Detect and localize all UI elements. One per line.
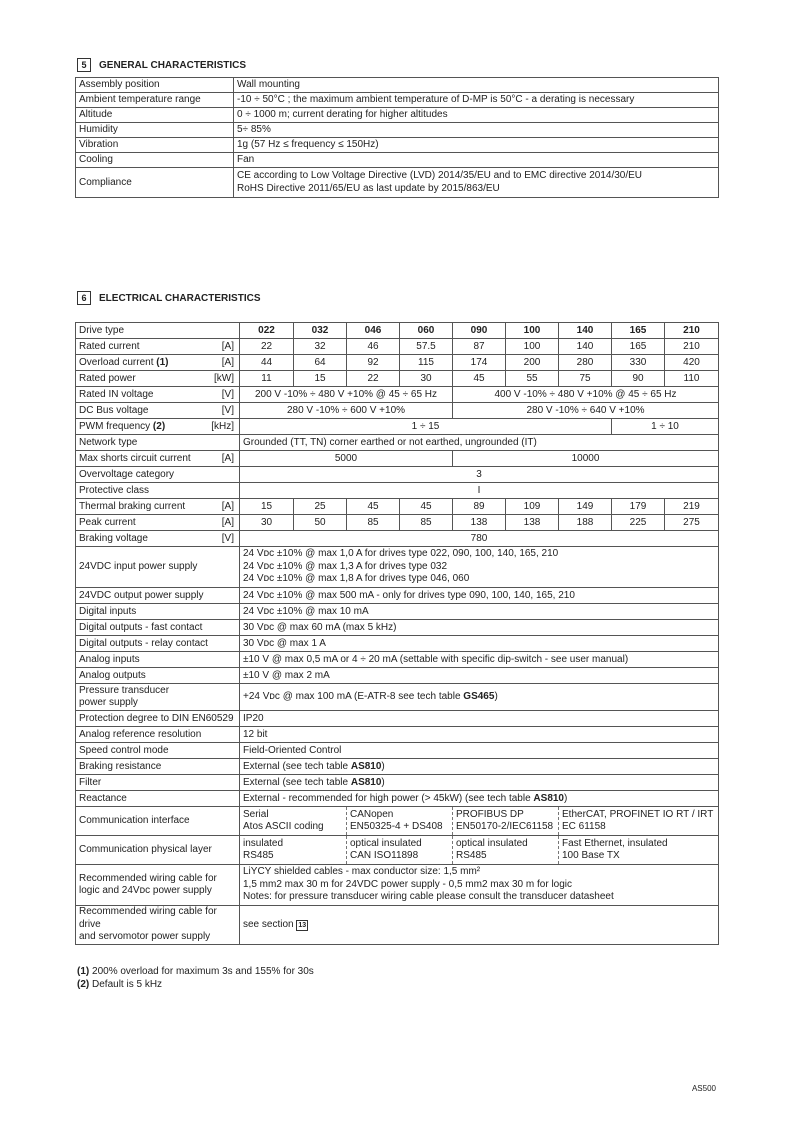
row-label: Overvoltage category <box>76 467 240 483</box>
value-cell: 64 <box>294 355 347 371</box>
table-row <box>76 515 719 531</box>
row-label: Compliance <box>76 168 234 198</box>
row-label: Reactance <box>76 791 240 807</box>
value-cell: 89 <box>453 499 506 515</box>
table-row <box>76 743 719 759</box>
value-cell: External (see tech table AS810) <box>240 759 719 775</box>
value-cell: External (see tech table AS810) <box>240 775 719 791</box>
value-cell: 85 <box>347 515 400 531</box>
value-cell: 32 <box>294 339 347 355</box>
row-label: DC Bus voltage [V] <box>76 403 240 419</box>
value-cell: 100 <box>506 339 559 355</box>
unit-label: [A] <box>221 452 234 464</box>
table-row <box>76 759 719 775</box>
section-number: 5 <box>77 58 91 72</box>
value-cell: 110 <box>665 371 719 387</box>
table-row <box>76 138 719 153</box>
table-row <box>76 684 719 711</box>
value-cell: 225 <box>612 515 665 531</box>
value-line: 24 Vᴅᴄ ±10% @ max 1,0 A for drives type 022, 090, 100, 140, 165, 210 <box>243 548 559 560</box>
value-cell: 165 <box>612 339 665 355</box>
table-row <box>76 168 719 198</box>
value-cell: 22 <box>240 339 294 355</box>
general-characteristics-table <box>75 77 719 198</box>
table-row <box>76 355 719 371</box>
comm-cell: PROFIBUS DP EN50170-2/IEC61158 <box>453 807 559 836</box>
row-label: Protective class <box>76 483 240 499</box>
table-row <box>76 339 719 355</box>
value-cell: 45 <box>400 499 453 515</box>
row-label: Braking voltage [V] <box>76 531 240 547</box>
comm-cell: optical insulated CAN ISO11898 <box>347 836 453 865</box>
value-cell: 174 <box>453 355 506 371</box>
value-cell: 138 <box>506 515 559 531</box>
drive-type-cell: 210 <box>665 323 719 339</box>
value-cell: 280 <box>559 355 612 371</box>
unit-label: [V] <box>221 388 234 400</box>
section-5-heading <box>77 58 246 72</box>
value-cell: 30 Vᴅᴄ @ max 1 A <box>240 636 719 652</box>
value-cell: 30 <box>240 515 294 531</box>
value-line: 24 Vᴅᴄ ±10% @ max 1,8 A for drives type 046, 060 <box>243 573 470 585</box>
electrical-characteristics-table <box>75 322 719 945</box>
value-cell: 280 V -10% ÷ 640 V +10% <box>453 403 719 419</box>
value-cell: 57.5 <box>400 339 453 355</box>
value-cell: ±10 V @ max 2 mA <box>240 668 719 684</box>
value-cell: 330 <box>612 355 665 371</box>
row-value: -10 ÷ 50°C ; the maximum ambient temperature of D-MP is 50°C - a derating is necessary <box>234 93 719 108</box>
value-cell: 25 <box>294 499 347 515</box>
row-label: 24VDC output power supply <box>76 588 240 604</box>
value-cell: 400 V -10% ÷ 480 V +10% @ 45 ÷ 65 Hz <box>453 387 719 403</box>
table-row <box>76 153 719 168</box>
value-cell: 45 <box>453 371 506 387</box>
table-row <box>76 108 719 123</box>
drive-type-cell: 022 <box>240 323 294 339</box>
value-cell <box>240 547 719 588</box>
row-label: Communication interface <box>76 807 240 836</box>
table-row <box>76 668 719 684</box>
value-cell: 46 <box>347 339 400 355</box>
value-cell: 138 <box>453 515 506 531</box>
unit-label: [kHz] <box>211 420 234 432</box>
row-label: Digital outputs - fast contact <box>76 620 240 636</box>
value-cell: 149 <box>559 499 612 515</box>
row-label: Pressure transducer power supply <box>76 684 240 711</box>
table-row <box>76 93 719 108</box>
value-cell: ±10 V @ max 0,5 mA or 4 ÷ 20 mA (settable with specific dip-switch - see user manual) <box>240 652 719 668</box>
row-label: Drive type <box>76 323 240 339</box>
unit-label: [A] <box>221 516 234 528</box>
drive-type-cell: 046 <box>347 323 400 339</box>
value-cell: External - recommended for high power (> 45kW) (see tech table AS810) <box>240 791 719 807</box>
row-label: Digital inputs <box>76 604 240 620</box>
table-row <box>76 467 719 483</box>
row-label: Ambient temperature range <box>76 93 234 108</box>
row-label: Analog inputs <box>76 652 240 668</box>
row-label: Rated current [A] <box>76 339 240 355</box>
comm-cell: insulated RS485 <box>240 836 347 865</box>
row-label: Recommended wiring cable for drive and servomotor power supply <box>76 906 240 945</box>
section-title: GENERAL CHARACTERISTICS <box>99 59 247 71</box>
value-cell: 22 <box>347 371 400 387</box>
value-cell: 5000 <box>240 451 453 467</box>
value-cell: 210 <box>665 339 719 355</box>
value-cell: 24 Vᴅᴄ ±10% @ max 500 mA - only for drives type 090, 100, 140, 165, 210 <box>240 588 719 604</box>
value-cell: 15 <box>294 371 347 387</box>
value-cell: 179 <box>612 499 665 515</box>
row-label: Rated power [kW] <box>76 371 240 387</box>
row-label: Altitude <box>76 108 234 123</box>
table-row <box>76 588 719 604</box>
unit-label: [V] <box>221 532 234 544</box>
table-row <box>76 403 719 419</box>
unit-label: [V] <box>221 404 234 416</box>
table-row <box>76 123 719 138</box>
value-cell: see section 13 <box>240 906 719 945</box>
drive-type-cell: 060 <box>400 323 453 339</box>
table-row <box>76 791 719 807</box>
section-6-heading <box>77 291 260 305</box>
table-row <box>76 865 719 906</box>
row-value: 1g (57 Hz ≤ frequency ≤ 150Hz) <box>234 138 719 153</box>
row-label: Cooling <box>76 153 234 168</box>
table-row <box>76 807 719 836</box>
value-cell: 30 <box>400 371 453 387</box>
value-cell: 50 <box>294 515 347 531</box>
drive-type-cell: 140 <box>559 323 612 339</box>
value-cell: Grounded (TT, TN) corner earthed or not earthed, ungrounded (IT) <box>240 435 719 451</box>
row-value: 5÷ 85% <box>234 123 719 138</box>
document-code: AS500 <box>691 1084 716 1093</box>
row-label: PWM frequency (2) [kHz] <box>76 419 240 435</box>
table-row <box>76 371 719 387</box>
value-cell: 3 <box>240 467 719 483</box>
row-label: Filter <box>76 775 240 791</box>
row-label: Humidity <box>76 123 234 138</box>
row-label: Braking resistance <box>76 759 240 775</box>
value-cell: 30 Vᴅᴄ @ max 60 mA (max 5 kHz) <box>240 620 719 636</box>
footnotes <box>77 965 314 991</box>
value-cell: 15 <box>240 499 294 515</box>
row-label: Recommended wiring cable for logic and 24Vᴅᴄ power supply <box>76 865 240 906</box>
value-cell: 87 <box>453 339 506 355</box>
section-number: 6 <box>77 291 91 305</box>
value-cell: 1 ÷ 15 <box>240 419 612 435</box>
row-label: Assembly position <box>76 78 234 93</box>
unit-label: [A] <box>221 500 234 512</box>
value-line: 24 Vᴅᴄ ±10% @ max 1,3 A for drives type 032 <box>243 560 448 572</box>
value-cell: 275 <box>665 515 719 531</box>
section-title: ELECTRICAL CHARACTERISTICS <box>99 292 261 304</box>
value-cell: 420 <box>665 355 719 371</box>
value-cell: 11 <box>240 371 294 387</box>
table-row <box>76 419 719 435</box>
value-cell: 1 ÷ 10 <box>612 419 719 435</box>
comm-cell: CANopen EN50325-4 + DS408 <box>347 807 453 836</box>
table-row <box>76 499 719 515</box>
table-row <box>76 483 719 499</box>
row-value: Fan <box>234 153 719 168</box>
comm-cell: EtherCAT, PROFINET IO RT / IRT EC 61158 <box>559 807 719 836</box>
row-label: Overload current (1) [A] <box>76 355 240 371</box>
drive-type-cell: 100 <box>506 323 559 339</box>
comm-cell: optical insulated RS485 <box>453 836 559 865</box>
unit-label: [A] <box>221 356 234 368</box>
row-label: Rated IN voltage [V] <box>76 387 240 403</box>
value-cell: 188 <box>559 515 612 531</box>
value-cell: 55 <box>506 371 559 387</box>
row-label: Digital outputs - relay contact <box>76 636 240 652</box>
value-cell: I <box>240 483 719 499</box>
table-row <box>76 727 719 743</box>
value-cell: 115 <box>400 355 453 371</box>
drive-type-cell: 032 <box>294 323 347 339</box>
row-label: Max shorts circuit current [A] <box>76 451 240 467</box>
row-label: Peak current [A] <box>76 515 240 531</box>
table-row <box>76 547 719 588</box>
row-label: Communication physical layer <box>76 836 240 865</box>
value-cell: 200 V -10% ÷ 480 V +10% @ 45 ÷ 65 Hz <box>240 387 453 403</box>
value-cell: 280 V -10% ÷ 600 V +10% <box>240 403 453 419</box>
value-cell: 45 <box>347 499 400 515</box>
value-cell: +24 Vᴅᴄ @ max 100 mA (E-ATR-8 see tech table GS465) <box>240 684 719 711</box>
value-cell: 75 <box>559 371 612 387</box>
compliance-line: RoHS Directive 2011/65/EU as last update by 2015/863/EU <box>237 182 500 194</box>
value-cell: LiYCY shielded cables - max conductor size: 1,5 mm² 1,5 mm2 max 30 m for 24VDC power supply - 0,5 mm2 max 30 m for logic Notes: for pressure transducer wiring cable please consult the transducer datasheet <box>240 865 719 906</box>
row-value: Wall mounting <box>234 78 719 93</box>
row-value: 0 ÷ 1000 m; current derating for higher altitudes <box>234 108 719 123</box>
row-label: Analog reference resolution <box>76 727 240 743</box>
table-row <box>76 387 719 403</box>
table-row <box>76 836 719 865</box>
unit-label: [kW] <box>214 372 234 384</box>
value-cell: Field-Oriented Control <box>240 743 719 759</box>
table-row <box>76 78 719 93</box>
value-cell: 780 <box>240 531 719 547</box>
value-cell: 92 <box>347 355 400 371</box>
table-row <box>76 531 719 547</box>
drive-type-cell: 090 <box>453 323 506 339</box>
table-row <box>76 604 719 620</box>
drive-type-cell: 165 <box>612 323 665 339</box>
compliance-line: CE according to Low Voltage Directive (LVD) 2014/35/EU and to EMC directive 2014/30/EU <box>237 170 643 181</box>
value-cell: 200 <box>506 355 559 371</box>
value-cell: 109 <box>506 499 559 515</box>
table-row <box>76 652 719 668</box>
value-cell: 219 <box>665 499 719 515</box>
value-cell: 24 Vᴅᴄ ±10% @ max 10 mA <box>240 604 719 620</box>
value-cell: IP20 <box>240 711 719 727</box>
row-label: Network type <box>76 435 240 451</box>
table-row <box>76 906 719 945</box>
table-row <box>76 711 719 727</box>
footnote: (1) 200% overload for maximum 3s and 155% for 30s <box>77 966 314 977</box>
row-label: Speed control mode <box>76 743 240 759</box>
value-cell: 140 <box>559 339 612 355</box>
value-cell: 85 <box>400 515 453 531</box>
row-label: Protection degree to DIN EN60529 <box>76 711 240 727</box>
value-cell: 12 bit <box>240 727 719 743</box>
footnote: (2) Default is 5 kHz <box>77 979 163 990</box>
table-row <box>76 636 719 652</box>
row-value <box>234 168 719 198</box>
table-row <box>76 775 719 791</box>
table-row <box>76 620 719 636</box>
table-row <box>76 451 719 467</box>
unit-label: [A] <box>221 340 234 352</box>
value-cell: 90 <box>612 371 665 387</box>
row-label: 24VDC input power supply <box>76 547 240 588</box>
comm-cell: Fast Ethernet, insulated 100 Base TX <box>559 836 719 865</box>
row-label: Analog outputs <box>76 668 240 684</box>
row-label: Vibration <box>76 138 234 153</box>
comm-cell: Serial Atos ASCII coding <box>240 807 347 836</box>
value-cell: 44 <box>240 355 294 371</box>
table-row <box>76 323 719 339</box>
section-ref-badge: 13 <box>298 921 307 929</box>
value-cell: 10000 <box>453 451 719 467</box>
row-label: Thermal braking current [A] <box>76 499 240 515</box>
table-row <box>76 435 719 451</box>
